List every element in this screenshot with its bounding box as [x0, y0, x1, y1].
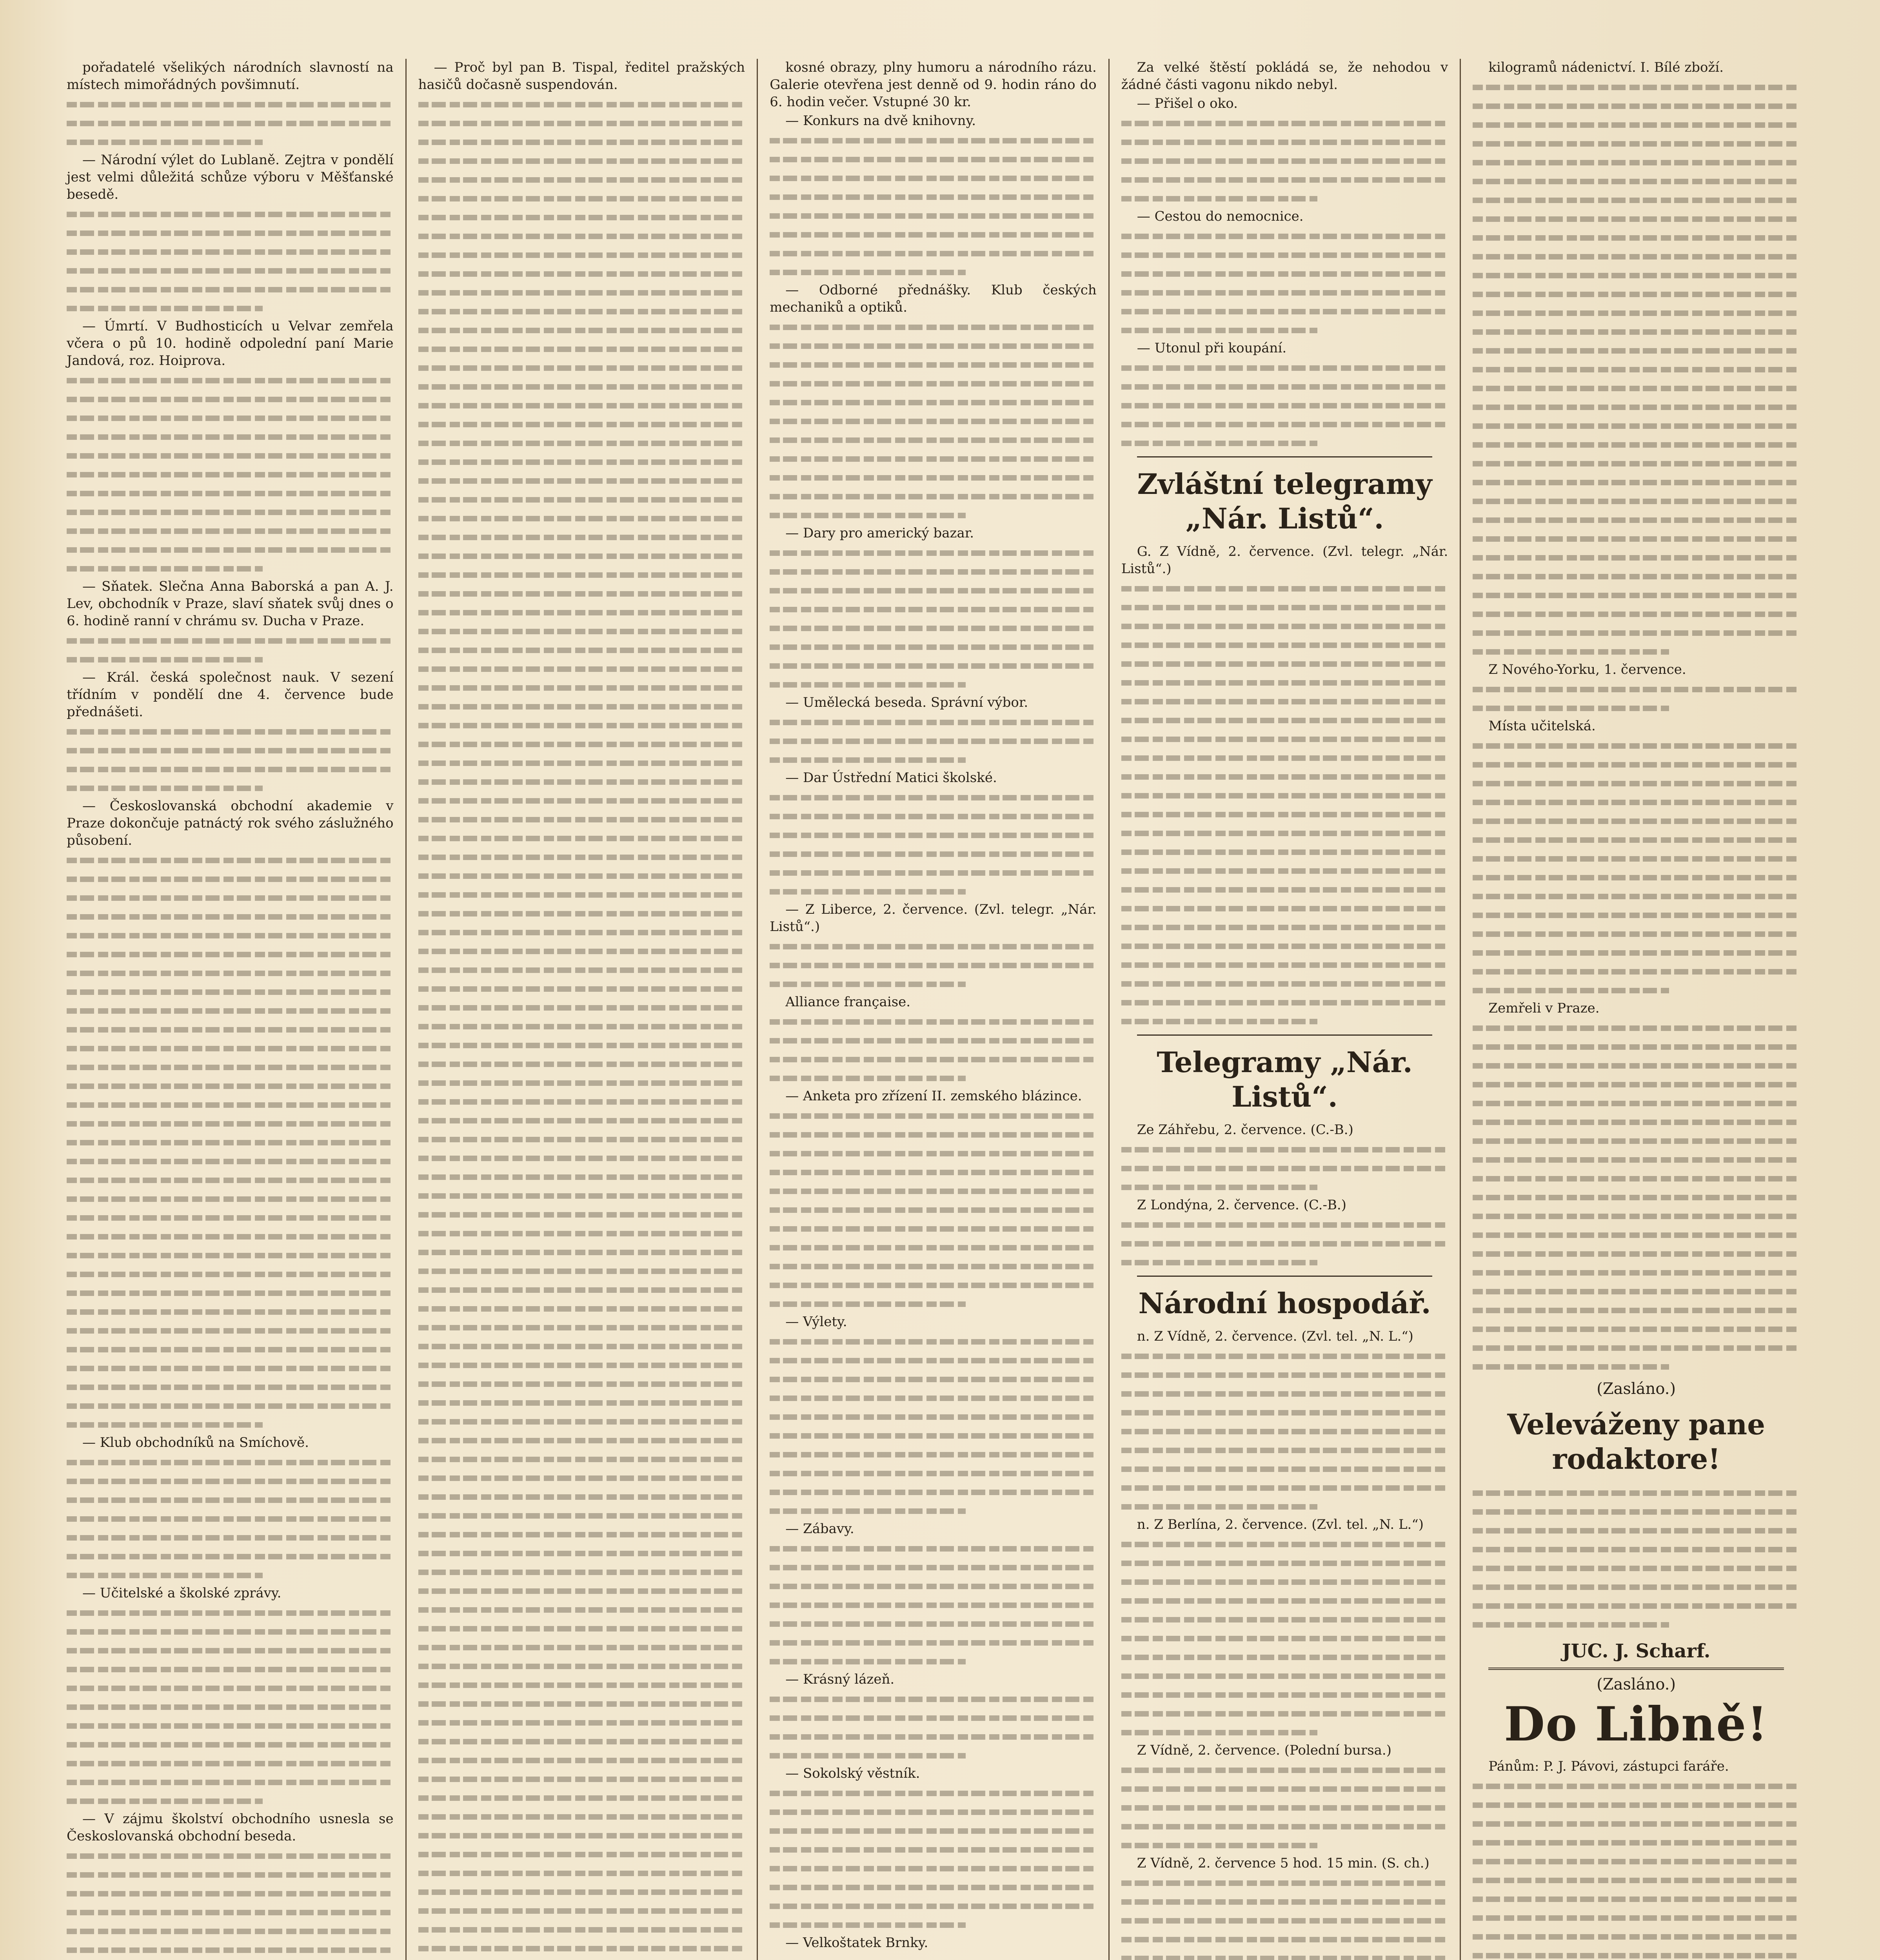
article-paragraph: — Přišel o oko. [1137, 96, 1238, 111]
article-paragraph: n. Z Berlína, 2. července. (Zvl. tel. „N. L.“) [1137, 1517, 1424, 1532]
column-3 [757, 59, 1108, 1960]
article-paragraph: — Dar Ústřední Matici školské. [785, 770, 997, 786]
article-paragraph: — Umělecká beseda. Správní výbor. [785, 695, 1028, 710]
article-paragraph: — Krásný lázeň. [785, 1671, 895, 1687]
article-paragraph: kilogramů nádenictví. I. Bílé zboží. [1488, 60, 1724, 75]
article-paragraph: — Cestou do nemocnice. [1137, 209, 1304, 224]
section-rule [1137, 456, 1433, 457]
section-rule [1488, 1668, 1784, 1670]
article-paragraph: — Proč byl pan B. Tispal, ředitel pražských hasičů dočasně suspendován. [418, 60, 745, 93]
article-paragraph: — Odborné přednášky. Klub českých mechaniků a optiků. [770, 282, 1097, 315]
article-paragraph: — Sokolský věstník. [785, 1766, 920, 1781]
article-paragraph: — Velkoštatek Brnky. [785, 1935, 928, 1951]
column-5 [1460, 59, 1811, 1960]
article-paragraph: Z Londýna, 2. července. (C.-B.) [1137, 1197, 1347, 1213]
signature: JUC. J. Scharf. [1562, 1640, 1711, 1662]
article-paragraph: n. Z Vídně, 2. července. (Zvl. tel. „N. L.“) [1137, 1328, 1413, 1344]
article-paragraph: — Českoslovanská obchodní akademie v Praze dokončuje patnáctý rok svého záslužného působení. [67, 798, 394, 848]
article-paragraph: pořadatelé všelikých národních slavností na místech mimořádných povšimnutí. [67, 60, 394, 93]
article-paragraph: — Výlety. [785, 1314, 847, 1330]
article-paragraph: Alliance française. [785, 994, 911, 1010]
article-paragraph: Pánům: P. J. Pávovi, zástupci faráře. [1488, 1759, 1729, 1774]
article-paragraph: — Učitelské a školské zprávy. [82, 1585, 282, 1601]
article-paragraph: — Konkurs na dvě knihovny. [785, 113, 976, 129]
article-paragraph: Místa učitelská. [1488, 718, 1596, 734]
zaslano-note: (Zasláno.) [1597, 1380, 1676, 1398]
article-paragraph: — Úmrtí. V Budhosticích u Velvar zemřela včera o pů 10. hodině odpolední paní Marie Jandová, roz. Hoiprova. [67, 318, 394, 368]
article-paragraph: Z Nového-Yorku, 1. července. [1488, 662, 1686, 677]
zaslano-note: (Zasláno.) [1597, 1675, 1676, 1693]
column-2 [405, 59, 757, 1960]
article-paragraph: G. Z Vídně, 2. července. (Zvl. telegr. „Nár. Listů“.) [1121, 544, 1448, 577]
article-paragraph: — Anketa pro zřízení II. zemského blázince. [785, 1088, 1082, 1104]
article-paragraph: — Sňatek. Slečna Anna Baborská a pan A. J. Lev, obchodník v Praze, slaví sňatek svůj dnes o 6. hodině ranní v chrámu sv. Ducha v Praze. [67, 579, 394, 629]
section-heading: Zvláštní telegramy „Nár. Listů“. [1137, 467, 1432, 535]
section-heading: Veleváženy pane rodaktore! [1507, 1408, 1766, 1475]
article-paragraph: — Z Liberce, 2. července. (Zvl. telegr. „Nár. Listů“.) [770, 902, 1097, 935]
section-rule [1137, 1034, 1433, 1036]
columns [55, 59, 1811, 1960]
article-paragraph: — Národní výlet do Lublaně. Zejtra v pondělí jest velmi důležitá schůze výboru v Měšťanské besedě. [67, 152, 394, 202]
article-paragraph: — Dary pro americký bazar. [785, 525, 974, 541]
article-paragraph: — Klub obchodníků na Smíchově. [82, 1435, 309, 1450]
column-4 [1108, 59, 1460, 1960]
article-paragraph: Za velké štěstí pokládá se, že nehodou v žádné části vagonu nikdo nebyl. [1121, 60, 1448, 93]
article-paragraph: — Utonul při koupání. [1137, 340, 1287, 356]
article-paragraph: — Zábavy. [785, 1521, 854, 1537]
do-libne-title: Do Libně! [1504, 1697, 1769, 1752]
article-paragraph: Z Vídně, 2. července. (Polední bursa.) [1137, 1742, 1391, 1758]
section-rule [1137, 1276, 1433, 1277]
section-heading: Národní hospodář. [1138, 1287, 1431, 1320]
column-1 [55, 59, 405, 1960]
section-heading: Telegramy „Nár. Listů“. [1157, 1045, 1413, 1113]
article-paragraph: Zemřeli v Praze. [1488, 1000, 1600, 1016]
article-paragraph: — Král. česká společnost nauk. V sezení třídním v pondělí dne 4. července bude přednášeti. [67, 670, 394, 720]
article-paragraph: — V zájmu školství obchodního usnesla se Českoslovanská obchodní beseda. [67, 1811, 394, 1844]
article-paragraph: Ze Záhřebu, 2. července. (C.-B.) [1137, 1122, 1353, 1138]
article-paragraph: Z Vídně, 2. července 5 hod. 15 min. (S. ch.) [1137, 1855, 1430, 1871]
article-paragraph: kosné obrazy, plny humoru a národního rázu. Galerie otevřena jest denně od 9. hodin ráno do 6. hodin večer. Vstupné 30 kr. [770, 60, 1097, 110]
